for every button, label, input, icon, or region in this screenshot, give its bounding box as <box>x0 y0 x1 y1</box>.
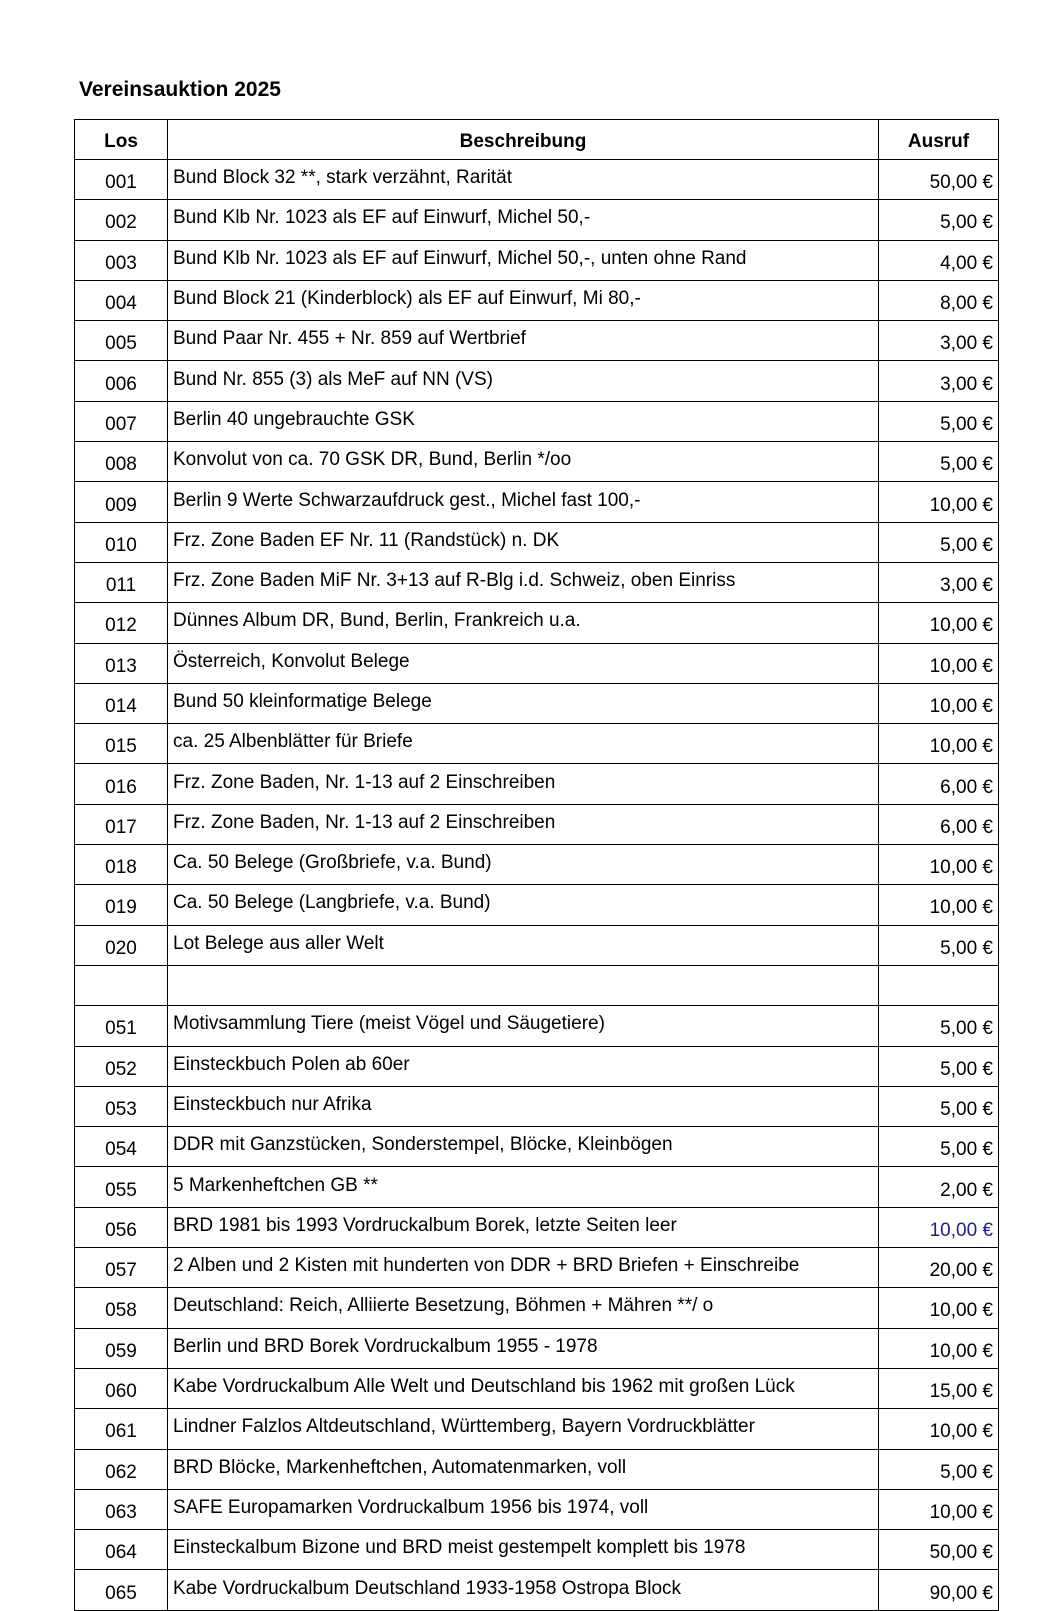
lot-start-price: 10,00 € <box>879 643 999 683</box>
lot-start-price: 2,00 € <box>879 1167 999 1207</box>
lot-number: 004 <box>75 280 168 320</box>
lot-start-price: 10,00 € <box>879 482 999 522</box>
lot-number: 015 <box>75 724 168 764</box>
lot-description: Bund Klb Nr. 1023 als EF auf Einwurf, Michel 50,-, unten ohne Rand <box>168 240 879 280</box>
table-row <box>75 280 999 320</box>
lot-description: Ca. 50 Belege (Langbriefe, v.a. Bund) <box>168 885 879 925</box>
table-row <box>75 965 999 1005</box>
lot-description: Einsteckbuch Polen ab 60er <box>168 1046 879 1086</box>
lot-description: Lot Belege aus aller Welt <box>168 925 879 965</box>
table-row <box>75 885 999 925</box>
header-row <box>75 120 999 160</box>
lot-number: 016 <box>75 764 168 804</box>
table-row <box>75 1570 999 1610</box>
page-title: Vereinsauktion 2025 <box>79 78 281 101</box>
lot-number: 056 <box>75 1207 168 1247</box>
table-row <box>75 401 999 441</box>
lot-number: 019 <box>75 885 168 925</box>
lot-start-price: 5,00 € <box>879 1086 999 1126</box>
lot-start-price: 10,00 € <box>879 1409 999 1449</box>
lot-start-price: 6,00 € <box>879 804 999 844</box>
lot-description: Motivsammlung Tiere (meist Vögel und Säugetiere) <box>168 1006 879 1046</box>
lot-number: 018 <box>75 845 168 885</box>
lot-number: 051 <box>75 1006 168 1046</box>
lot-description: Frz. Zone Baden EF Nr. 11 (Randstück) n. DK <box>168 522 879 562</box>
lot-start-price: 5,00 € <box>879 1006 999 1046</box>
lot-description: Berlin und BRD Borek Vordruckalbum 1955 - 1978 <box>168 1328 879 1368</box>
lot-start-price: 5,00 € <box>879 1449 999 1489</box>
lot-number: 058 <box>75 1288 168 1328</box>
lot-number: 020 <box>75 925 168 965</box>
lot-description: Frz. Zone Baden, Nr. 1-13 auf 2 Einschreiben <box>168 764 879 804</box>
lot-description: Bund Block 21 (Kinderblock) als EF auf Einwurf, Mi 80,- <box>168 280 879 320</box>
table-row <box>75 724 999 764</box>
lot-description: Bund Paar Nr. 455 + Nr. 859 auf Wertbrief <box>168 321 879 361</box>
table-row <box>75 200 999 240</box>
lot-description: Bund Block 32 **, stark verzähnt, Rarität <box>168 160 879 200</box>
lot-start-price: 3,00 € <box>879 562 999 602</box>
table-row <box>75 1449 999 1489</box>
table-row <box>75 1530 999 1570</box>
table-row <box>75 1207 999 1247</box>
lot-description: SAFE Europamarken Vordruckalbum 1956 bis 1974, voll <box>168 1489 879 1529</box>
lot-number: 006 <box>75 361 168 401</box>
table-row <box>75 1127 999 1167</box>
auction-table <box>74 119 999 1611</box>
lot-start-price: 5,00 € <box>879 522 999 562</box>
lot-number: 008 <box>75 442 168 482</box>
lot-start-price: 8,00 € <box>879 280 999 320</box>
lot-description: 5 Markenheftchen GB ** <box>168 1167 879 1207</box>
table-row <box>75 1248 999 1288</box>
lot-start-price: 10,00 € <box>879 683 999 723</box>
table-row <box>75 361 999 401</box>
table-row <box>75 522 999 562</box>
lot-number: 011 <box>75 562 168 602</box>
lot-number: 007 <box>75 401 168 441</box>
lot-description: Einsteckbuch nur Afrika <box>168 1086 879 1126</box>
lot-description: Lindner Falzlos Altdeutschland, Württemberg, Bayern Vordruckblätter <box>168 1409 879 1449</box>
lot-start-price: 5,00 € <box>879 200 999 240</box>
lot-start-price: 4,00 € <box>879 240 999 280</box>
lot-start-price: 15,00 € <box>879 1368 999 1408</box>
lot-description: ca. 25 Albenblätter für Briefe <box>168 724 879 764</box>
lot-number: 061 <box>75 1409 168 1449</box>
lot-description: Frz. Zone Baden, Nr. 1-13 auf 2 Einschreiben <box>168 804 879 844</box>
lot-start-price: 5,00 € <box>879 925 999 965</box>
table-row <box>75 1046 999 1086</box>
table-row <box>75 240 999 280</box>
lot-start-price: 5,00 € <box>879 442 999 482</box>
lot-start-price: 50,00 € <box>879 1530 999 1570</box>
lot-start-price: 10,00 € <box>879 1328 999 1368</box>
lot-description: BRD 1981 bis 1993 Vordruckalbum Borek, letzte Seiten leer <box>168 1207 879 1247</box>
lot-description: Bund Klb Nr. 1023 als EF auf Einwurf, Michel 50,- <box>168 200 879 240</box>
table-row <box>75 160 999 200</box>
lot-start-price: 5,00 € <box>879 401 999 441</box>
lot-number: 054 <box>75 1127 168 1167</box>
lot-number: 010 <box>75 522 168 562</box>
lot-number: 005 <box>75 321 168 361</box>
table-row <box>75 845 999 885</box>
lot-start-price: 10,00 € <box>879 1207 999 1247</box>
lot-number <box>75 965 168 1005</box>
lot-start-price: 10,00 € <box>879 603 999 643</box>
lot-description: Dünnes Album DR, Bund, Berlin, Frankreich u.a. <box>168 603 879 643</box>
lot-number: 063 <box>75 1489 168 1529</box>
lot-number: 014 <box>75 683 168 723</box>
lot-description: 2 Alben und 2 Kisten mit hunderten von DDR + BRD Briefen + Einschreibe <box>168 1248 879 1288</box>
lot-number: 053 <box>75 1086 168 1126</box>
lot-number: 003 <box>75 240 168 280</box>
lot-start-price: 5,00 € <box>879 1127 999 1167</box>
lot-number: 052 <box>75 1046 168 1086</box>
lot-description: Frz. Zone Baden MiF Nr. 3+13 auf R-Blg i.d. Schweiz, oben Einriss <box>168 562 879 602</box>
lot-start-price: 10,00 € <box>879 724 999 764</box>
lot-description: Konvolut von ca. 70 GSK DR, Bund, Berlin */oo <box>168 442 879 482</box>
lot-start-price: 5,00 € <box>879 1046 999 1086</box>
lot-start-price: 10,00 € <box>879 1489 999 1529</box>
lot-number: 065 <box>75 1570 168 1610</box>
lot-start-price: 6,00 € <box>879 764 999 804</box>
lot-description: Einsteckalbum Bizone und BRD meist gestempelt komplett bis 1978 <box>168 1530 879 1570</box>
lot-number: 062 <box>75 1449 168 1489</box>
lot-description: DDR mit Ganzstücken, Sonderstempel, Blöcke, Kleinbögen <box>168 1127 879 1167</box>
lot-start-price: 10,00 € <box>879 845 999 885</box>
lot-number: 009 <box>75 482 168 522</box>
table-row <box>75 925 999 965</box>
lot-number: 064 <box>75 1530 168 1570</box>
lot-number: 060 <box>75 1368 168 1408</box>
table-row <box>75 1167 999 1207</box>
table-row <box>75 442 999 482</box>
table-row <box>75 1288 999 1328</box>
lot-description: Kabe Vordruckalbum Alle Welt und Deutschland bis 1962 mit großen Lück <box>168 1368 879 1408</box>
lot-start-price: 3,00 € <box>879 321 999 361</box>
table-row <box>75 643 999 683</box>
lot-start-price: 90,00 € <box>879 1570 999 1610</box>
lot-start-price: 20,00 € <box>879 1248 999 1288</box>
table-row <box>75 764 999 804</box>
lot-description: Berlin 40 ungebrauchte GSK <box>168 401 879 441</box>
table-row <box>75 683 999 723</box>
header-beschreibung: Beschreibung <box>168 120 879 160</box>
lot-description: Österreich, Konvolut Belege <box>168 643 879 683</box>
lot-number: 001 <box>75 160 168 200</box>
lot-number: 013 <box>75 643 168 683</box>
table-row <box>75 1086 999 1126</box>
lot-description: Deutschland: Reich, Alliierte Besetzung, Böhmen + Mähren **/ o <box>168 1288 879 1328</box>
lot-start-price: 50,00 € <box>879 160 999 200</box>
lot-start-price: 10,00 € <box>879 1288 999 1328</box>
table-row <box>75 1409 999 1449</box>
header-los: Los <box>75 120 168 160</box>
table-row <box>75 482 999 522</box>
table-row <box>75 321 999 361</box>
lot-start-price: 10,00 € <box>879 885 999 925</box>
table-row <box>75 603 999 643</box>
lot-description: Bund 50 kleinformatige Belege <box>168 683 879 723</box>
table-row <box>75 1489 999 1529</box>
lot-description: Kabe Vordruckalbum Deutschland 1933-1958 Ostropa Block <box>168 1570 879 1610</box>
lot-description: Ca. 50 Belege (Großbriefe, v.a. Bund) <box>168 845 879 885</box>
lot-start-price <box>879 965 999 1005</box>
lot-number: 059 <box>75 1328 168 1368</box>
table-row <box>75 562 999 602</box>
table-row <box>75 1368 999 1408</box>
lot-description <box>168 965 879 1005</box>
lot-number: 055 <box>75 1167 168 1207</box>
header-ausruf: Ausruf <box>879 120 999 160</box>
table-row <box>75 1328 999 1368</box>
lot-number: 012 <box>75 603 168 643</box>
table-row <box>75 1006 999 1046</box>
lot-number: 002 <box>75 200 168 240</box>
lot-number: 017 <box>75 804 168 844</box>
lot-description: BRD Blöcke, Markenheftchen, Automatenmarken, voll <box>168 1449 879 1489</box>
lot-description: Bund Nr. 855 (3) als MeF auf NN (VS) <box>168 361 879 401</box>
lot-number: 057 <box>75 1248 168 1288</box>
lot-start-price: 3,00 € <box>879 361 999 401</box>
table-row <box>75 804 999 844</box>
lot-description: Berlin 9 Werte Schwarzaufdruck gest., Michel fast 100,- <box>168 482 879 522</box>
